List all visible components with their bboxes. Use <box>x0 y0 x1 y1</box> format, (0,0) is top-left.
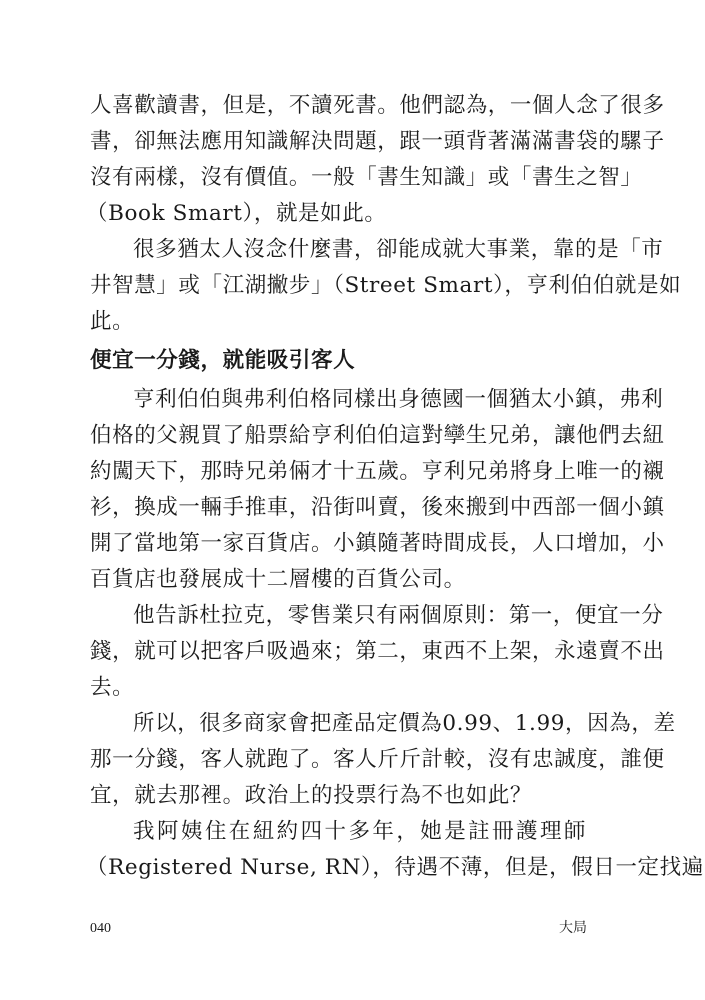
paragraph-5-line-1: 所以，很多商家會把產品定價為0.99、1.99，因為，差 <box>133 711 676 736</box>
paragraph-3-line-1: 亨利伯伯與弗利伯格同樣出身德國一個猶太小鎮，弗利 <box>133 387 664 412</box>
paragraph-1-line-2: 書，卻無法應用知識解決問題，跟一頭背著滿滿書袋的騾子 <box>90 129 665 154</box>
paragraph-4-line-3: 去。 <box>90 675 135 700</box>
paragraph-4-line-2: 錢，就可以把客戶吸過來；第二，東西不上架，永遠賣不出 <box>90 639 665 664</box>
paragraph-2-line-3: 此。 <box>90 309 135 334</box>
paragraph-5-line-3: 宜，就去那裡。政治上的投票行為不也如此？ <box>90 783 533 808</box>
paragraph-1-line-1: 人喜歡讀書，但是，不讀死書。他們認為，一個人念了很多 <box>90 93 665 118</box>
paragraph-2-line-1: 很多猶太人沒念什麼書，卻能成就大事業，靠的是「市 <box>133 237 664 262</box>
running-footer-title: 大局 <box>559 921 587 936</box>
paragraph-3-line-2: 伯格的父親買了船票給亨利伯伯這對孿生兄弟，讓他們去紐 <box>90 423 665 448</box>
paragraph-3-line-6: 百貨店也發展成十二層樓的百貨公司。 <box>90 567 466 592</box>
section-heading: 便宜一分錢，就能吸引客人 <box>90 348 356 373</box>
paragraph-2-line-2: 井智慧」或「江湖撇步」（Street Smart），亨利伯伯就是如 <box>90 273 682 298</box>
paragraph-1-line-3: 沒有兩樣，沒有價值。一般「書生知識」或「書生之智」 <box>90 165 643 190</box>
paragraph-5-line-2: 那一分錢，客人就跑了。客人斤斤計較，沒有忠誠度，誰便 <box>90 747 665 772</box>
paragraph-6-line-2: （Registered Nurse, RN），待遇不薄，但是，假日一定找遍 <box>86 855 704 880</box>
page-number: 040 <box>90 921 111 936</box>
paragraph-3-line-3: 約闖天下，那時兄弟倆才十五歲。亨利兄弟將身上唯一的襯 <box>90 459 665 484</box>
paragraph-6-line-1: 我阿姨住在紐約四十多年，她是註冊護理師 <box>133 819 586 844</box>
paragraph-1-line-4: （Book Smart），就是如此。 <box>86 201 387 226</box>
paragraph-4-line-1: 他告訴杜拉克，零售業只有兩個原則：第一，便宜一分 <box>133 603 664 628</box>
paragraph-3-line-4: 衫，換成一輛手推車，沿街叫賣，後來搬到中西部一個小鎮 <box>90 495 665 520</box>
paragraph-3-line-5: 開了當地第一家百貨店。小鎮隨著時間成長，人口增加，小 <box>90 531 665 556</box>
